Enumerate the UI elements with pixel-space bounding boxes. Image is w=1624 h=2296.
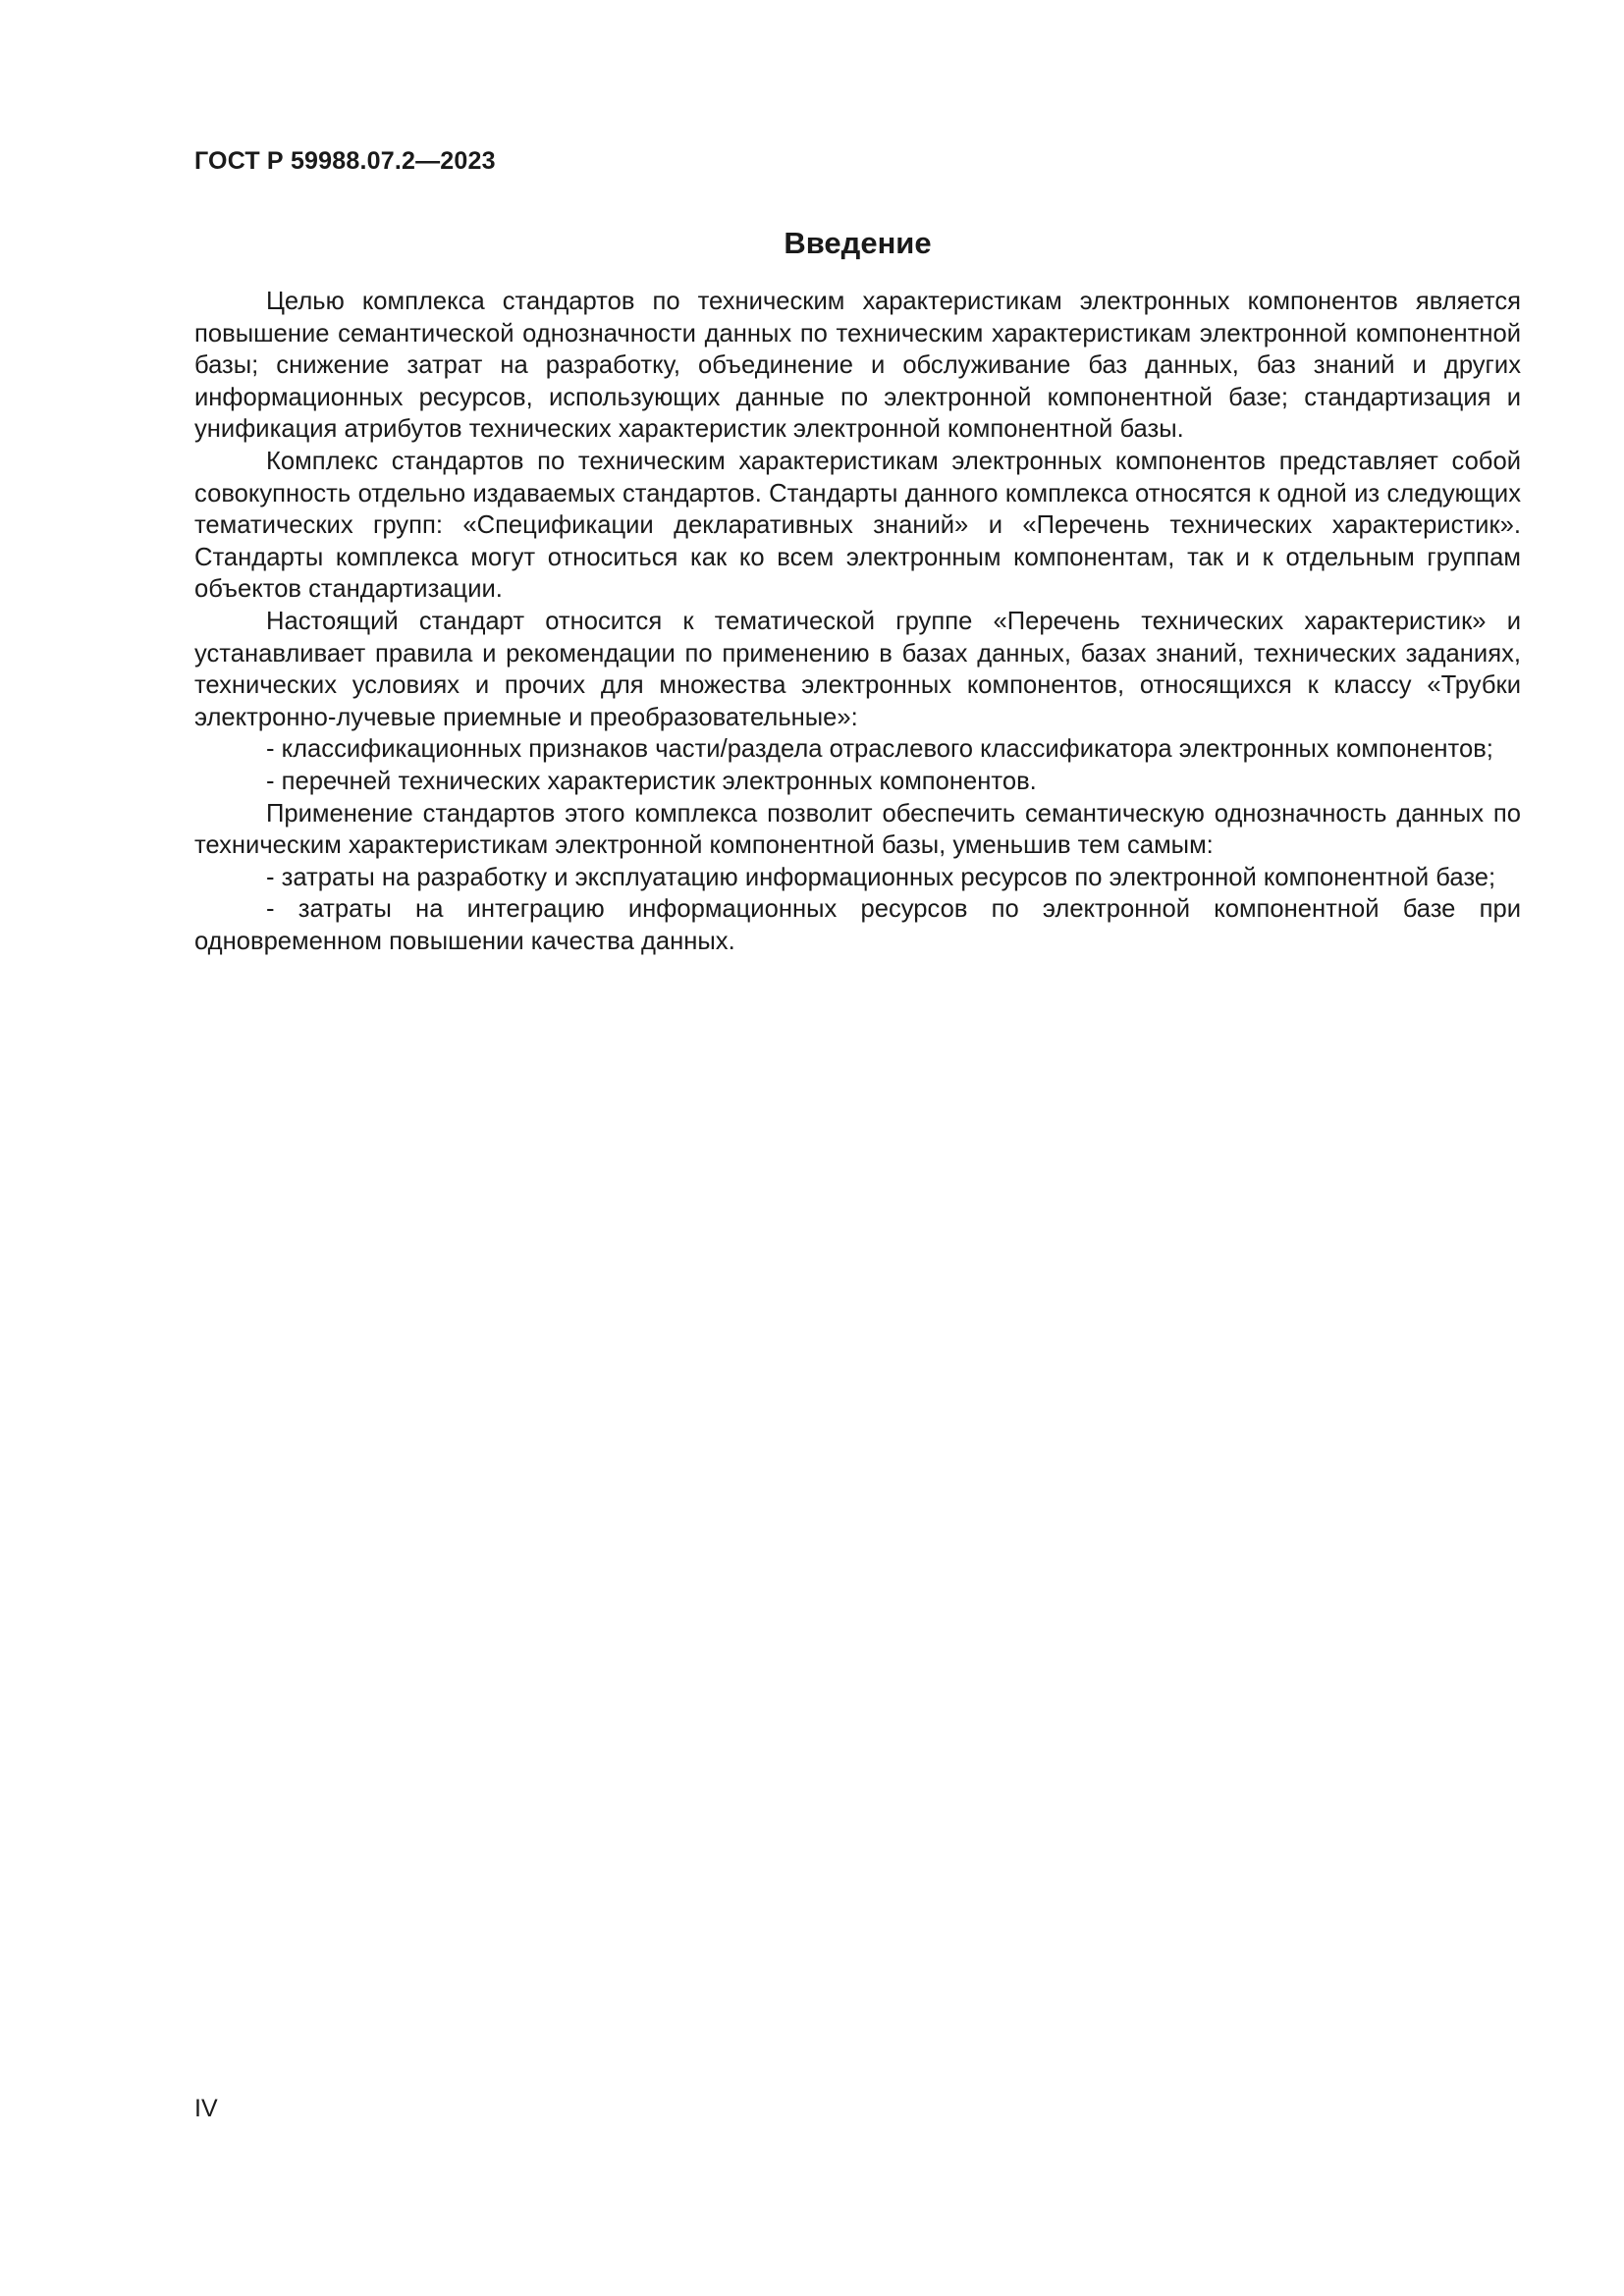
list-item-characteristics: - перечней технических характеристик электронных компонентов. [266,767,1037,795]
list-item-integration-costs: - затраты на интеграцию информационных ресурсов по электронной компонентной базе при одновременном повышении качества данных. [194,895,1521,955]
paragraph-goal: Целью комплекса стандартов по техническим характеристикам электронных компонентов является повышение семантической однозначности данных по техническим характеристикам электронной компонентной базы; снижение затрат на разработку, объединение и обслуживание баз данных, баз знаний и других информационных ресурсов, использующих данные по электронной компонентной базе; стандартизация и унификация атрибутов технических характеристик электронной компонентной базы. [194,288,1521,444]
page-number: IV [194,2095,218,2122]
paragraph-scope: Настоящий стандарт относится к тематической группе «Перечень технических характеристик» и устанавливает правила и рекомендации по применению в базах данных, базах знаний, технических заданиях, технических условиях и прочих для множества электронных компонентов, относящихся к классу «Трубки электронно-лучевые приемные и преобразовательные»: [194,607,1521,731]
list-item-development-costs: - затраты на разработку и эксплуатацию информационных ресурсов по электронной компонентной базе; [266,863,1496,891]
introduction-body [194,286,1521,957]
paragraph-application: Применение стандартов этого комплекса позволит обеспечить семантическую однозначность данных по техническим характеристикам электронной компонентной базы, уменьшив тем самым: [194,799,1521,860]
section-title: Введение [784,226,932,260]
document-code-header: ГОСТ Р 59988.07.2—2023 [194,147,496,175]
list-item-classification: - классификационных признаков части/раздела отраслевого классификатора электронных компонентов; [266,735,1493,764]
paragraph-complex-description: Комплекс стандартов по техническим характеристикам электронных компонентов представляет собой совокупность отдельно издаваемых стандартов. Стандарты данного комплекса относятся к одной из следующих тематических групп: «Спецификации декларативных знаний» и «Перечень технических характеристик». Стандарты комплекса могут относиться как ко всем электронным компонентам, так и к отдельным группам объектов стандартизации. [194,447,1521,604]
